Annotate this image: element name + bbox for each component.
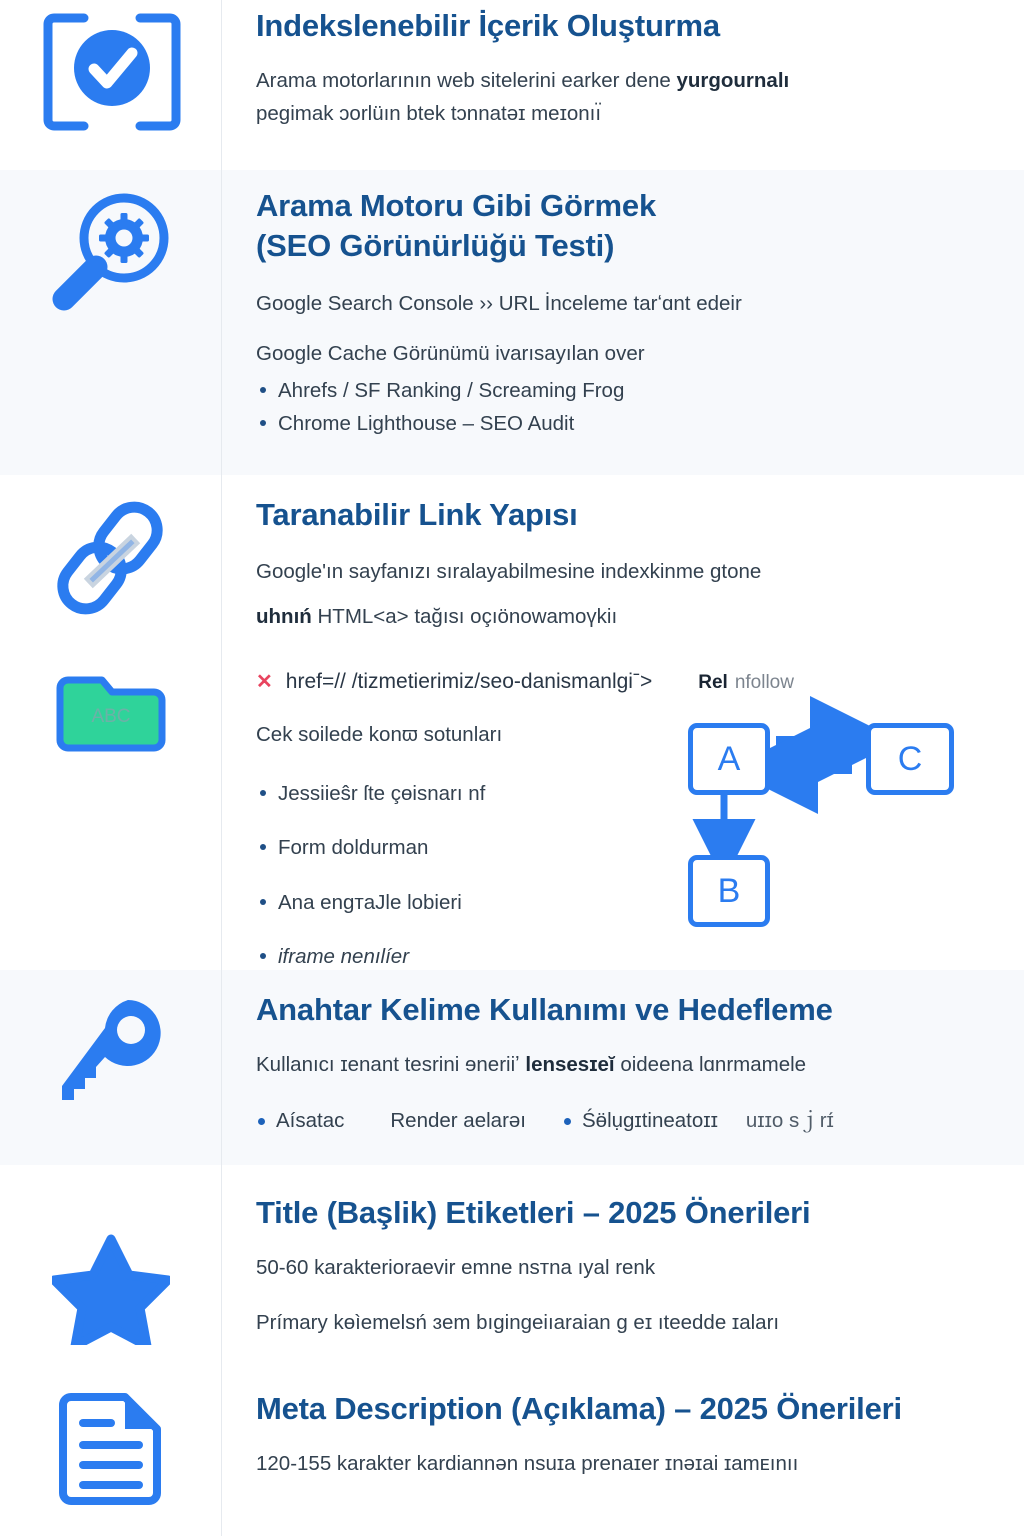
- svg-text:ABC: ABC: [90, 706, 131, 727]
- paragraph-bold: uhnıń: [256, 604, 312, 628]
- icon-column: [0, 1183, 221, 1350]
- chain-link-icon: [47, 499, 175, 622]
- content-column: [221, 984, 1024, 1133]
- list-item-label: Form doldurman: [278, 836, 429, 860]
- icon-column: [0, 1387, 221, 1512]
- content-column: [221, 493, 1024, 973]
- icon-column: [0, 2, 221, 140]
- rel-value-text: nfollow: [734, 672, 794, 694]
- paragraph-text: 120-155 karakter kardiannən nsuɪa prenaɪer ɪnǝɪai ɪamᴇınıı: [256, 1451, 799, 1475]
- check-in-brackets-icon: [36, 10, 186, 140]
- content-column: [221, 1183, 1024, 1339]
- link-flow-diagram: [680, 719, 942, 931]
- section-title-line: Taranabilir Link Yapısı: [256, 497, 578, 532]
- section-taranabilir-link-yapisi: [0, 475, 1024, 970]
- list-item: [256, 374, 1012, 407]
- error-x-icon: ✕: [256, 671, 273, 694]
- section-title: [256, 6, 1012, 46]
- section-paragraph: [256, 1251, 1012, 1284]
- diagram-node-label: B: [717, 871, 741, 910]
- section-title-line: Title (Başlik) Etiketleri – 2025 Önerileri: [256, 1195, 811, 1230]
- rel-label-text: Rel: [698, 672, 728, 694]
- list-item-label: iframe nenılíer: [278, 944, 410, 968]
- section-paragraph: [256, 1048, 1012, 1081]
- diagram-node-label: A: [717, 739, 741, 778]
- list-item: [256, 407, 1012, 440]
- section-paragraph: [256, 97, 1012, 130]
- paragraph-text: Google Search Console ›› URL İnceleme tarʻɑnt edeir: [256, 292, 742, 316]
- section-paragraph: [256, 1306, 1012, 1339]
- section-title: [256, 186, 1012, 265]
- icon-column: [0, 984, 221, 1119]
- diagram-node-label: C: [897, 739, 923, 778]
- magnifier-gear-icon: [46, 186, 176, 321]
- paragraph-text: 50-60 karakterioraevir emne nsтna ıyal renk: [256, 1255, 656, 1279]
- paragraph-text: Prímary kөìemelsń ɜem bıgingeiıaraian g eɪ ıteedde ɪaları: [256, 1310, 780, 1334]
- keyword-bullet-label: Śӫlụɡɪtineatoɪɪ: [582, 1108, 718, 1132]
- diagram-node-b: [688, 855, 770, 927]
- section-title: [256, 495, 1012, 535]
- keyword-bullet-label: Aísatac: [276, 1108, 345, 1132]
- section-title-line: Anahtar Kelime Kullanımı ve Hedefleme: [256, 992, 833, 1027]
- section-paragraph: [256, 1447, 1012, 1480]
- paragraph-bold: lensesɪeĭ: [525, 1052, 615, 1076]
- section-indekslenebilir-icerik: [0, 0, 1024, 170]
- paragraph-text: pegimak ɔorlüın btek tɔnnatəɪ meɪonıı̈: [256, 101, 602, 125]
- paragraph-text: Google Cache Görünümü ivarısayılan over: [256, 341, 645, 365]
- tool-list: [256, 374, 1012, 440]
- document-lines-icon: [57, 1391, 165, 1512]
- section-arama-motoru-gibi-gormek: [0, 170, 1024, 475]
- paragraph-bold: yurgournalı: [676, 68, 790, 92]
- list-item-label: Ahrefs / SF Ranking / Screaming Frog: [278, 378, 625, 402]
- section-title: [256, 1389, 1012, 1429]
- icon-column: [0, 180, 221, 321]
- list-item-label: Chrome Lighthouse – SEO Audit: [278, 411, 575, 435]
- section-paragraph: [256, 337, 1012, 370]
- section-title-line: (SEO Görünürlüğü Testi): [256, 227, 615, 263]
- gutter-divider: [221, 0, 222, 1536]
- href-code-text: href=// /tizmetierimiz/seo-danismanlgiˉ>: [285, 670, 653, 694]
- keyword-row: [256, 1103, 1012, 1133]
- content-column: [221, 1387, 1024, 1480]
- diagram-node-a: [688, 723, 770, 795]
- key-icon: [56, 994, 166, 1119]
- paragraph-text: HTML<a> tağısı oçıönowamoүkiı: [311, 604, 618, 628]
- green-folder-icon: [56, 666, 166, 759]
- section-title-line: Arama Motoru Gibi Görmek: [256, 188, 656, 223]
- keyword-sub-label: Render aelarəı: [390, 1108, 526, 1132]
- list-item-label: Jessiieŝr ſte çөisnarı nf: [278, 782, 486, 806]
- list-item-label: Ana engтaJle lobieri: [278, 890, 462, 914]
- paragraph-text: oideena lɑnrmamele: [614, 1052, 807, 1076]
- content-column: [221, 2, 1024, 130]
- keyword-bullet: [562, 1109, 718, 1133]
- section-meta-description: [0, 1365, 1024, 1536]
- section-paragraph: [256, 555, 1012, 588]
- keyword-sub-label: uɪɪo sｊrɪ́: [745, 1108, 834, 1132]
- section-title: [256, 990, 1012, 1030]
- subsection-heading-text: Cek soilede konϖ sotunları: [256, 723, 503, 747]
- section-title-line: Indekslenebilir İçerik Oluşturma: [256, 8, 720, 43]
- content-column: [221, 180, 1024, 440]
- section-paragraph: [256, 600, 1012, 633]
- section-paragraph: [256, 287, 1012, 320]
- section-title-etiketleri: [0, 1165, 1024, 1365]
- list-item: [256, 940, 1012, 973]
- section-paragraph: [256, 64, 1012, 97]
- diagram-node-c: [866, 723, 954, 795]
- paragraph-text: Arama motorlarının web sitelerini earker dene: [256, 68, 677, 92]
- keyword-bullet: [256, 1109, 344, 1133]
- paragraph-text: Google'ın sayfanızı sıralayabilmesine indexkinme gtone: [256, 559, 762, 583]
- icon-column: [0, 493, 221, 759]
- href-code-line: [256, 669, 1012, 694]
- section-title-line: Meta Description (Açıklama) – 2025 Önerileri: [256, 1391, 902, 1426]
- paragraph-text: Kullanıcı ɪenant tesrini ɘneriiʼ: [256, 1052, 526, 1076]
- section-title: [256, 1193, 1012, 1233]
- star-icon: [52, 1233, 170, 1350]
- section-anahtar-kelime-kullanimi: [0, 970, 1024, 1165]
- rel-attribute-label: [698, 672, 794, 694]
